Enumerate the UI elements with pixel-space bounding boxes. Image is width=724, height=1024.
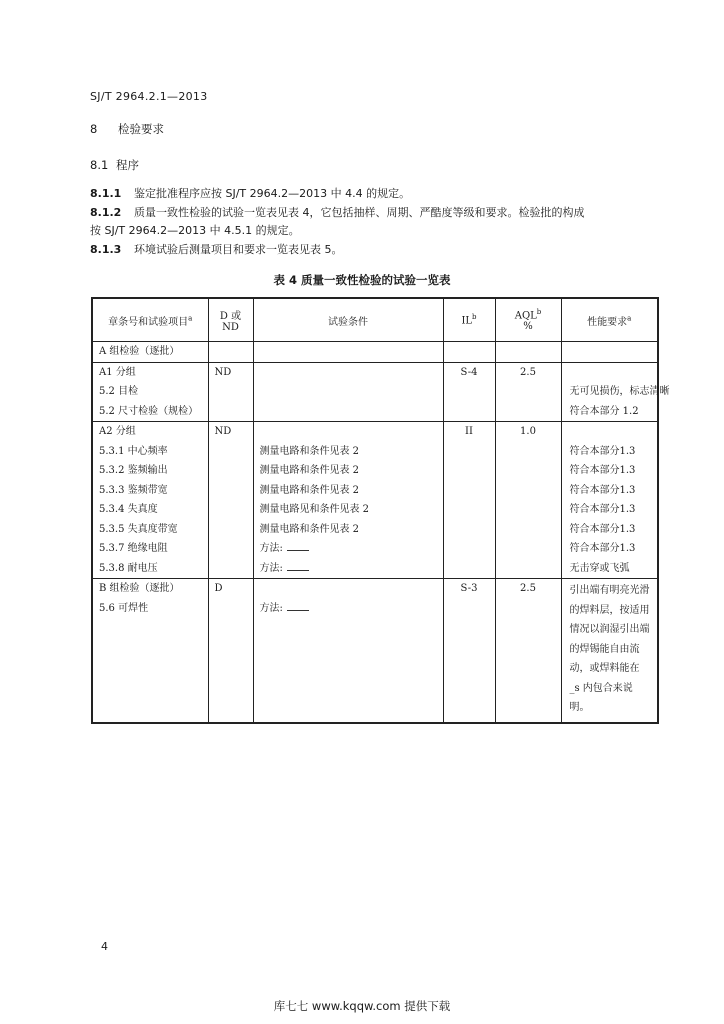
clause-number: 8.1.1 [90,187,122,200]
a1-item: 5.2 目检 [99,386,139,397]
a2-item: 5.3.1 中心频率 [99,445,168,457]
a1-item: A1 分组 [99,366,136,378]
a2-cond: 测量电路和条件见表 2 [259,523,360,535]
section-number: 8.1 [90,158,109,172]
table-caption: 表 4 质量一致性检验的试验一览表 [273,273,451,287]
clause-text: 鉴定批准程序应按 SJ/T 2964.2—2013 中 4.4 的规定。 [134,187,411,200]
b-item: 5.6 可焊性 [99,602,149,614]
a2-item: 5.3.5 失真度带宽 [99,523,178,535]
standard-header: SJ/T 2964.2.1—2013 [90,90,208,103]
a2-req: 符合本部分1.3 [569,465,636,476]
section-number: 8 [90,122,98,136]
b-cond-method: 方法: [254,599,443,619]
a2-dnd: ND [214,426,232,437]
a1-aql: 2.5 [520,366,536,378]
paragraph-8-1-1 [90,185,660,203]
section-title: 检验要求 [118,122,164,136]
clause-number: 8.1.2 [90,206,122,219]
b-req: 引出端有明亮光滑的焊料层，按适用情况以润湿引出端的焊锡能自由流动，或焊料能在 _s 内包合来说明。 [569,585,650,713]
a2-aql: 1.0 [520,426,536,437]
header-requirement: 性能要求$^a$ [561,298,658,342]
a1-item: 5.2 尺寸检验（规检） [99,405,199,417]
header-d-nd: D 或 ND [208,298,253,342]
blank-line [287,541,309,551]
a2-req: 符合本部分1.3 [569,445,636,457]
a1-req [562,363,658,383]
section-8-heading [90,121,164,137]
a2-cond: 测量电路见和条件见表 2 [259,504,370,515]
blank-line [287,561,309,571]
table-row [92,342,658,363]
a2-cond [254,422,443,442]
a2-item: 5.3.2 鉴频输出 [99,465,168,476]
clause-text: 质量一致性检验的试验一览表见表 4，它包括抽样、周期、严酷度等级和要求。检验批的构成 [134,206,585,219]
section-title: 程序 [116,158,139,172]
a2-cond-method: 方法: [254,539,443,559]
group-b-label: B 组检验（逐批） [99,583,180,594]
clause-number: 8.1.3 [90,243,122,256]
a1-dnd: ND [214,366,232,378]
a2-req [562,422,658,442]
a2-item: 5.3.7 绝缘电阻 [99,543,168,554]
a2-cond: 测量电路和条件见表 2 [259,484,360,496]
a2-item: A2 分组 [99,426,136,437]
paragraph-8-1-2 [90,204,660,240]
a2-item: 5.3.8 耐电压 [99,562,158,574]
a2-req: 无击穿或飞弧 [569,562,630,574]
header-aql: AQL$^b$ % [495,298,561,342]
page-number: 4 [101,940,108,953]
a1-req: 符合本部分 1.2 [569,405,639,417]
a2-il: II [465,426,473,437]
a2-req: 符合本部分1.3 [569,484,636,496]
table-row [92,579,658,723]
clause-text: 环境试验后测量项目和要求一览表见表 5。 [134,243,343,256]
inspection-table [91,297,670,724]
a2-cond: 测量电路和条件见表 2 [259,465,360,476]
table-row [92,362,658,422]
header-condition: 试验条件 [253,298,443,342]
blank-line [287,601,309,611]
a1-il: S-4 [460,366,478,378]
b-dnd: D [214,583,223,594]
clause-text-cont: 按 SJ/T 2964.2—2013 中 4.5.1 的规定。 [90,224,300,237]
download-footer: 库七七 www.kqqw.com 提供下载 [273,999,451,1013]
a2-item: 5.3.4 失真度 [99,504,158,515]
table-row [92,422,658,579]
b-il: S-3 [460,583,478,594]
a2-cond: 测量电路和条件见表 2 [259,445,360,457]
paragraph-8-1-3 [90,241,660,259]
header-item: 章条号和试验项目$^a$ [92,298,208,342]
a2-req: 符合本部分1.3 [569,543,636,554]
group-a-label: A 组检验（逐批） [99,346,180,357]
a2-req: 符合本部分1.3 [569,504,636,515]
a2-cond-method: 方法: [254,559,443,579]
header-il: $IL^b$ [443,298,495,342]
a2-req: 符合本部分1.3 [569,523,636,535]
a2-item: 5.3.3 鉴频带宽 [99,484,168,496]
b-aql: 2.5 [520,583,536,594]
a1-req: 无可见损伤，标志清晰 [569,386,670,397]
section-8-1-heading [90,157,139,173]
